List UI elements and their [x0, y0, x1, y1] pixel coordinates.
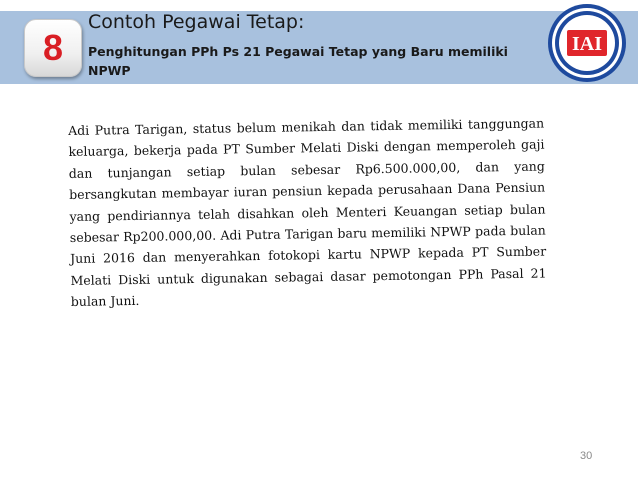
logo-text: IAI: [571, 33, 603, 55]
slide-subtitle: Penghitungan PPh Ps 21 Pegawai Tetap yang Baru memiliki NPWP: [88, 44, 508, 78]
slide-title: Contoh Pegawai Tetap:: [88, 11, 305, 33]
iai-logo-icon: [546, 2, 628, 84]
case-description-paragraph: Adi Putra Tarigan, status belum menikah dan tidak memiliki tanggungan keluarga, bekerja pada PT Sumber Melati Diski dengan memperoleh gaji dan tunjangan setiap bulan sebesar Rp6.500.000,00, dan yang bersangkutan membayar iuran pensiun kepada perusahaan Dana Pensiun yang pendiriannya telah disahkan oleh Menteri Keuangan setiap bulan sebesar Rp200.000,00. Adi Putra Tarigan baru memiliki NPWP pada bulan Juni 2016 dan menyerahkan fotokopi kartu NPWP kepada PT Sumber Melati Diski untuk digunakan sebagai dasar pemotongan PPh Pasal 21 bulan Juni.: [68, 115, 547, 310]
page-number: 30: [580, 450, 593, 462]
logo-graphic: [546, 2, 628, 84]
slide-number: 8: [42, 27, 64, 68]
slide-number-badge: [24, 19, 82, 77]
